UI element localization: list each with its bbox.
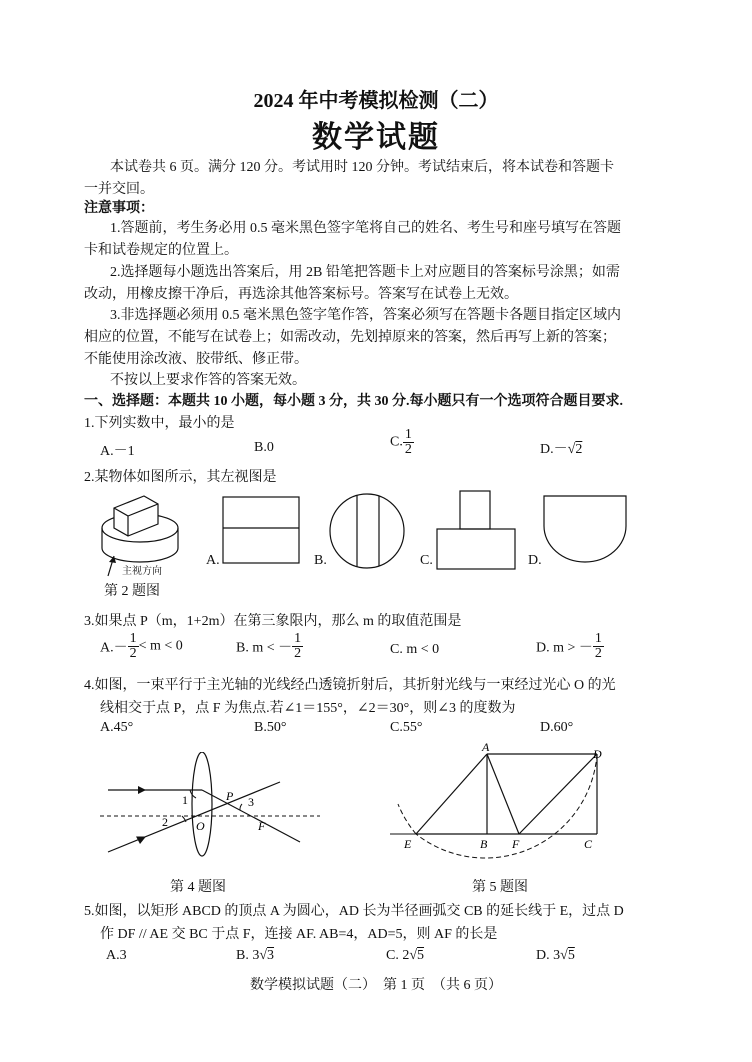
q1-option-d: D.－√2	[540, 442, 583, 457]
q2-stem: 2.某物体如图所示，其左视图是	[84, 470, 277, 485]
q4-figure-caption: 第 4 题图	[170, 880, 226, 895]
q2-option-c: C.	[420, 553, 433, 568]
angle-3-label: 3	[248, 795, 254, 809]
note-2b: 改动，用橡皮擦干净后，再选涂其他答案标号。答案写在试卷上无效。	[84, 287, 518, 302]
q2-option-d-shape	[542, 494, 630, 566]
q4-lens-figure	[100, 752, 320, 862]
convex-lens	[192, 752, 212, 856]
q3-option-a	[100, 632, 183, 661]
q1-c-numerator: 1	[404, 427, 412, 442]
note-3b: 相应的位置，不能写在试卷上；如需改动，先划掉原来的答案，然后再写上新的答案；	[84, 330, 616, 345]
point-c-label: C	[584, 837, 593, 851]
q4-stem-1: 4.如图，一束平行于主光轴的光线经凸透镜折射后，其折射光线与一束经过光心 O 的光	[84, 678, 616, 693]
q3-a-denominator: 2	[129, 646, 137, 661]
q5-option-a: A.3	[106, 948, 127, 963]
q3-a-suffix: < m < 0	[138, 638, 183, 654]
point-f-label: F	[258, 819, 266, 833]
q1-stem: 1.下列实数中，最小的是	[84, 416, 235, 431]
q5-option-b: B. 3√3	[236, 948, 275, 963]
q5-stem-1: 5.如图，以矩形 ABCD 的顶点 A 为圆心，AD 长为半径画弧交 CB 的延长线于 E，过点 D	[84, 904, 624, 919]
q5-c-prefix: C. 2	[386, 948, 410, 963]
q2-option-c-shape	[436, 490, 518, 572]
subject-title: 数学试题	[312, 121, 440, 154]
q3-d-prefix: D. m > －	[536, 640, 593, 656]
q1-c-prefix: C.	[390, 434, 403, 450]
angle-1-label: 1	[182, 793, 188, 807]
q5-option-c: C. 2√5	[386, 948, 425, 963]
q5-b-radicand: 3	[267, 948, 275, 963]
q5-d-prefix: D. 3	[536, 948, 561, 963]
note-1a: 1.答题前，考生务必用 0.5 毫米黑色签字笔将自己的姓名、考生号和座号填写在答题	[110, 221, 621, 236]
q1-c-denominator: 2	[404, 442, 412, 457]
q4-option-b: B.50°	[254, 720, 287, 735]
q1-d-prefix: D.－	[540, 442, 568, 457]
point-e-label: E	[404, 837, 412, 851]
q3-b-denominator: 2	[294, 646, 302, 661]
q1-option-b: B.0	[254, 440, 274, 455]
point-o-label: O	[196, 819, 205, 833]
q4-option-a: A.45°	[100, 720, 134, 735]
notes-heading: 注意事项：	[84, 201, 154, 216]
q4-option-c: C.55°	[390, 720, 423, 735]
q5-b-prefix: B. 3	[236, 948, 260, 963]
exam-title: 2024 年中考模拟检测（二）	[253, 90, 499, 112]
q4-option-d: D.60°	[540, 720, 574, 735]
q5-option-d: D. 3√5	[536, 948, 575, 963]
note-3a: 3.非选择题必须用 0.5 毫米黑色签字笔作答，答案必须写在答题卡各题目指定区域内	[110, 308, 621, 323]
page-footer: 数学模拟试题（二） 第 1 页 （共 6 页）	[250, 978, 502, 993]
q3-b-prefix: B. m < －	[236, 640, 293, 656]
q3-b-numerator: 1	[294, 631, 302, 646]
point-b-label: B	[480, 837, 488, 851]
point-a-label: A	[482, 740, 490, 754]
arc-d-to-e	[416, 754, 597, 858]
q5-rectangle-figure	[390, 740, 620, 864]
q3-option-d	[536, 632, 604, 661]
q2-option-d: D.	[528, 553, 542, 568]
q3-stem: 3.如果点 P（m，1+2m）在第三象限内，那么 m 的取值范围是	[84, 614, 462, 629]
q1-option-a: A.－1	[100, 444, 135, 459]
q4-stem-2: 线相交于点 P，点 F 为焦点.若∠1＝155°，∠2＝30°，则∠3 的度数为	[100, 701, 516, 716]
q2-option-a: A.	[206, 553, 220, 568]
q3-option-b	[236, 632, 303, 661]
q1-d-radicand: 2	[575, 442, 583, 457]
q3-a-prefix: A.－	[100, 640, 128, 656]
q3-d-denominator: 2	[594, 646, 602, 661]
point-p-label: P	[226, 789, 234, 803]
note-3c: 不能使用涂改液、胶带纸、修正带。	[84, 352, 308, 367]
q5-stem-2: 作 DF // AE 交 BC 于点 F，连接 AF. AB=4，AD=5，则 AF 的长是	[100, 927, 498, 942]
section-1-heading: 一、选择题：本题共 10 小题，每小题 3 分，共 30 分.每小题只有一个选项符合题目要求.	[84, 394, 623, 409]
q3-a-numerator: 1	[129, 631, 137, 646]
q1-option-c	[390, 428, 414, 457]
note-1b: 卡和试卷规定的位置上。	[84, 243, 238, 258]
q3-option-c: C. m < 0	[390, 642, 440, 657]
q3-d-numerator: 1	[594, 631, 602, 646]
intro-line-2: 一并交回。	[84, 182, 154, 197]
note-4: 不按以上要求作答的答案无效。	[110, 373, 306, 388]
q2-option-a-shape	[222, 496, 302, 566]
intro-line-1: 本试卷共 6 页。满分 120 分。考试用时 120 分钟。考试结束后，将本试卷和答题卡	[110, 160, 614, 175]
q2-option-b-shape	[328, 492, 408, 572]
angle-2-label: 2	[162, 815, 168, 829]
q5-figure-caption: 第 5 题图	[472, 880, 528, 895]
q2-option-b: B.	[314, 553, 327, 568]
q2-figure-caption: 第 2 题图	[104, 584, 160, 599]
point-f-label-q5: F	[512, 837, 520, 851]
q5-d-radicand: 5	[567, 948, 575, 963]
q2-view-direction-note: 主视方向	[122, 566, 162, 577]
point-d-label: D	[593, 747, 602, 761]
q5-c-radicand: 5	[417, 948, 425, 963]
note-2a: 2.选择题每小题选出答案后，用 2B 铅笔把答题卡上对应题目的答案标号涂黑；如需	[110, 265, 620, 280]
